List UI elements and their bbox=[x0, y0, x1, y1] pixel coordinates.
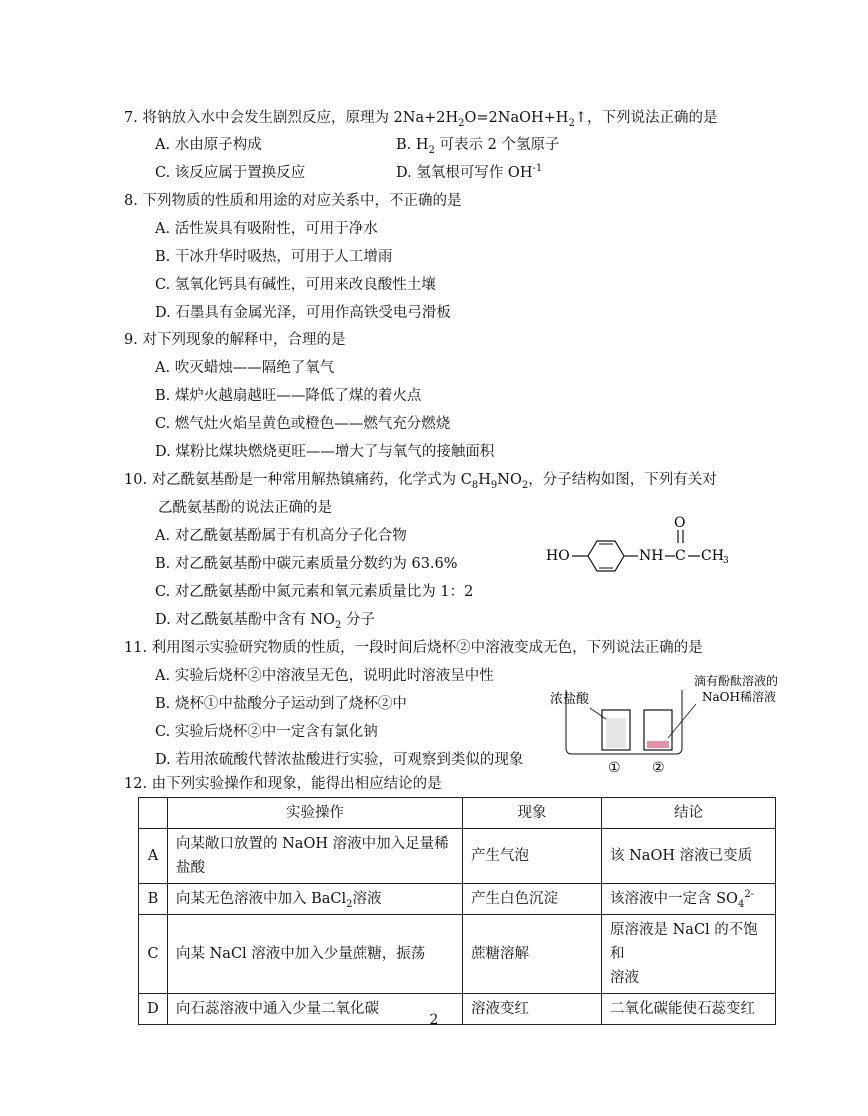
header-phenomenon: 现象 bbox=[463, 798, 602, 829]
row-operation: 向某敞口放置的 NaOH 溶液中加入足量稀 盐酸 bbox=[168, 829, 463, 884]
q11-option-d: D. 若用浓硫酸代替浓盐酸进行实验，可观察到类似的现象 bbox=[155, 752, 524, 768]
q10-option-d: D. 对乙酰氨基酚中含有 $NO_2$ 分子 bbox=[155, 612, 375, 631]
row-id: C bbox=[139, 915, 168, 994]
q9-option-d: D. 煤粉比煤块燃烧更旺——增大了与氧气的接触面积 bbox=[155, 444, 495, 460]
q8-option-a: A. 活性炭具有吸附性，可用于净水 bbox=[155, 221, 378, 237]
q8-stem: 8. 下列物质的性质和用途的对应关系中，不正确的是 bbox=[124, 193, 462, 209]
q9-stem: 9. 对下列现象的解释中，合理的是 bbox=[124, 332, 346, 348]
mol-c-label: C bbox=[675, 548, 686, 564]
row-conclusion: 原溶液是 NaCl 的不饱和 溶液 bbox=[602, 915, 776, 994]
q11-option-b: B. 烧杯①中盐酸分子运动到了烧杯②中 bbox=[155, 696, 407, 712]
table-row bbox=[139, 829, 776, 884]
row-id: D bbox=[139, 994, 168, 1025]
experiment-table bbox=[138, 797, 776, 1025]
row-operation: 向某无色溶液中加入 BaCl$_2$溶液 bbox=[168, 884, 463, 915]
q7-option-a: A. 水由原子构成 bbox=[155, 137, 262, 153]
beaker-experiment-figure bbox=[546, 668, 806, 776]
q7-option-d: D. 氢氧根可写作 $OH^{-1}$ bbox=[396, 163, 543, 181]
q10-option-b: B. 对乙酰氨基酚中碳元素质量分数约为 63.6% bbox=[155, 556, 458, 572]
q10-stem: 10. 对乙酰氨基酚是一种常用解热镇痛药，化学式为 $C_8H_9NO_2$，分子结构如图，下列有关对 bbox=[124, 472, 717, 491]
header-blank bbox=[139, 798, 168, 829]
fig-beaker-1-liquid bbox=[606, 718, 626, 748]
mol-benzene-ring bbox=[588, 541, 624, 571]
mol-ch-label: CH bbox=[701, 548, 724, 564]
row-phenomenon: 溶液变红 bbox=[463, 994, 602, 1025]
fig-num-1: ① bbox=[608, 760, 621, 776]
table-row bbox=[139, 915, 776, 994]
fig-label-naoh-2: NaOH稀溶液 bbox=[702, 690, 776, 704]
mol-ch3-subscript: 3 bbox=[723, 556, 729, 566]
fig-label-hcl: 浓盐酸 bbox=[550, 692, 590, 707]
q8-option-b: B. 干冰升华时吸热，可用于人工增雨 bbox=[155, 249, 393, 265]
q10-option-a: A. 对乙酰氨基酚属于有机高分子化合物 bbox=[155, 528, 407, 544]
molecule-structure-diagram bbox=[540, 512, 740, 572]
row-id: B bbox=[139, 884, 168, 915]
q12-stem: 12. 由下列实验操作和现象，能得出相应结论的是 bbox=[124, 776, 442, 792]
q9-option-a: A. 吹灭蜡烛——隔绝了氧气 bbox=[155, 360, 335, 376]
q10-stem-continued: 乙酰氨基酚的说法正确的是 bbox=[158, 500, 332, 516]
q11-option-a: A. 实验后烧杯②中溶液呈无色，说明此时溶液呈中性 bbox=[155, 668, 494, 684]
q8-option-d: D. 石墨具有金属光泽，可用作高铁受电弓滑板 bbox=[155, 305, 451, 321]
header-conclusion: 结论 bbox=[602, 798, 776, 829]
row-phenomenon: 蔗糖溶解 bbox=[463, 915, 602, 994]
q9-option-c: C. 燃气灶火焰呈黄色或橙色——燃气充分燃烧 bbox=[155, 416, 451, 432]
q9-option-b: B. 煤炉火越扇越旺——降低了煤的着火点 bbox=[155, 388, 422, 404]
q11-option-c: C. 实验后烧杯②中一定含有氯化钠 bbox=[155, 724, 378, 740]
q11-stem: 11. 利用图示实验研究物质的性质，一段时间后烧杯②中溶液变成无色，下列说法正确的是 bbox=[124, 640, 703, 656]
row-operation: 向某 NaCl 溶液中加入少量蔗糖，振荡 bbox=[168, 915, 463, 994]
row-conclusion: 该溶液中一定含 $SO_4^{2-}$ bbox=[602, 884, 776, 915]
mol-nh-label: NH bbox=[639, 548, 664, 564]
q10-option-c: C. 对乙酰氨基酚中氮元素和氧元素质量比为 1：2 bbox=[155, 584, 474, 600]
page-number: 2 bbox=[429, 1012, 439, 1028]
row-conclusion: 该 NaOH 溶液已变质 bbox=[602, 829, 776, 884]
row-phenomenon: 产生白色沉淀 bbox=[463, 884, 602, 915]
fig-num-2: ② bbox=[652, 760, 665, 776]
q7-option-b: B. $H_2$ 可表示 2 个氢原子 bbox=[396, 137, 560, 156]
q7-stem: 7. 将钠放入水中会发生剧烈反应，原理为 $2Na+2H_2O=2NaOH+H_2↑$，下列说法正确的是 bbox=[124, 110, 718, 129]
q7-option-c: C. 该反应属于置换反应 bbox=[155, 165, 306, 181]
fig-beaker-2-liquid bbox=[647, 741, 669, 748]
mol-o-label: O bbox=[674, 515, 686, 531]
q8-option-c: C. 氢氧化钙具有碱性，可用来改良酸性土壤 bbox=[155, 277, 436, 293]
header-operation: 实验操作 bbox=[168, 798, 463, 829]
fig-label-naoh-1: 滴有酚酞溶液的 bbox=[694, 674, 779, 688]
row-conclusion: 二氧化碳能使石蕊变红 bbox=[602, 994, 776, 1025]
table-header-row bbox=[139, 798, 776, 829]
mol-ho-label: HO bbox=[546, 548, 570, 564]
table-row bbox=[139, 884, 776, 915]
row-phenomenon: 产生气泡 bbox=[463, 829, 602, 884]
row-operation: 向石蕊溶液中通入少量二氧化碳 bbox=[168, 994, 463, 1025]
row-id: A bbox=[139, 829, 168, 884]
